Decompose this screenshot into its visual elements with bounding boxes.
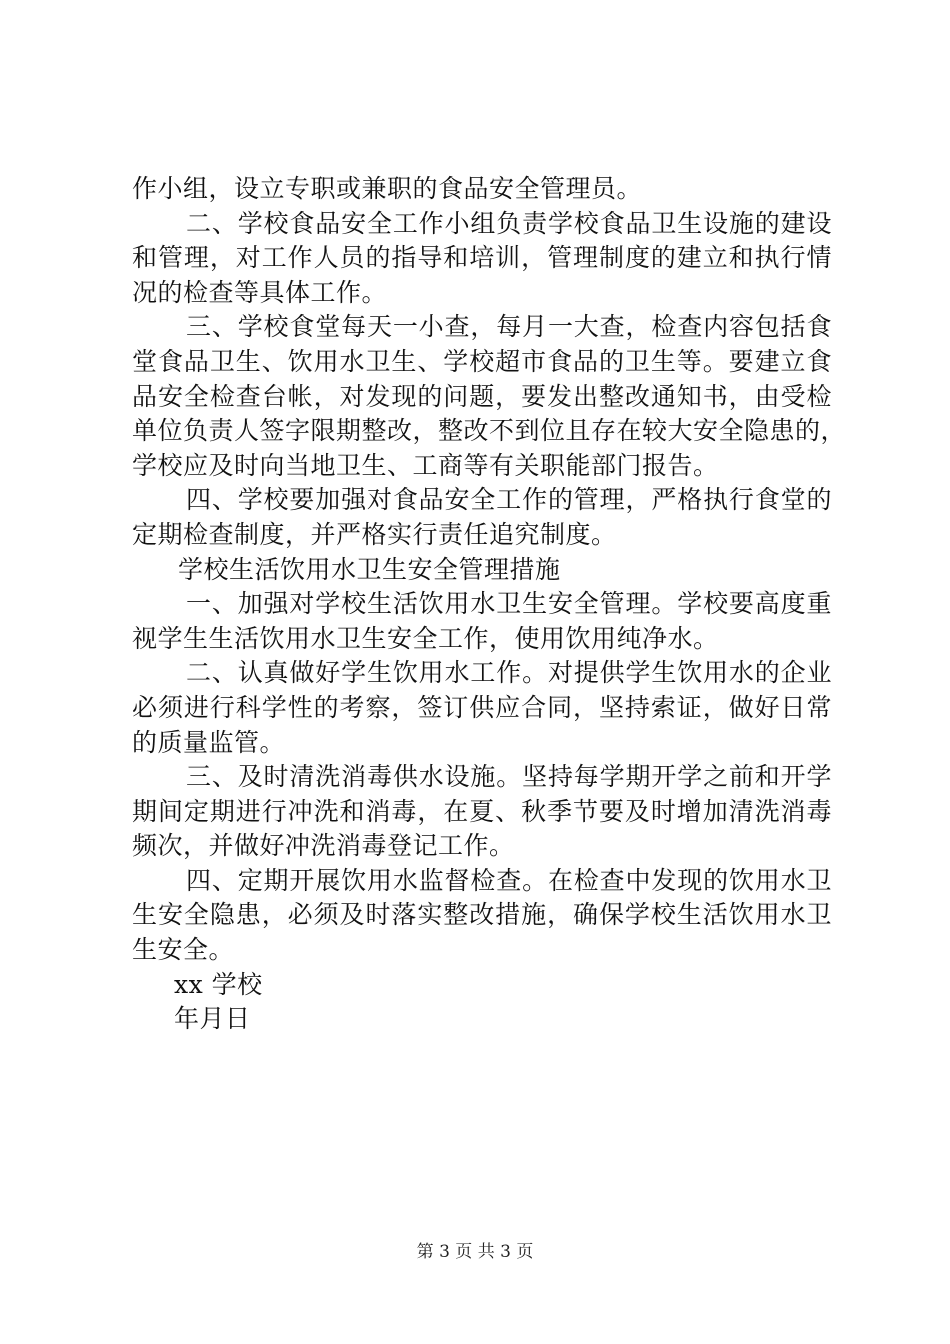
paragraph-line: 一、加强对学校生活饮用水卫生安全管理。学校要高度重 [186,589,832,619]
paragraph-line: 期间定期进行冲洗和消毒，在夏、秋季节要及时增加清洗消毒 [132,796,832,826]
paragraph-line: 频次，并做好冲洗消毒登记工作。 [132,831,515,861]
paragraph-line: 堂食品卫生、饮用水卫生、学校超市食品的卫生等。要建立食 [132,346,832,376]
paragraph-line: 生安全隐患，必须及时落实整改措施，确保学校生活饮用水卫 [132,900,832,930]
paragraph-line: 二、学校食品安全工作小组负责学校食品卫生设施的建设 [186,208,832,238]
paragraph-line: 三、学校食堂每天一小查，每月一大查，检查内容包括食 [186,312,832,342]
section-heading: 学校生活饮用水卫生安全管理措施 [178,554,561,584]
paragraph-line: 单位负责人签字限期整改，整改不到位且存在较大安全隐患的， [132,416,847,446]
paragraph-line: 四、学校要加强对食品安全工作的管理，严格执行食堂的 [186,485,832,515]
paragraph-line: 况的检查等具体工作。 [132,277,388,307]
signature-school: xx 学校 [174,969,263,999]
paragraph-line: 和管理，对工作人员的指导和培训，管理制度的建立和执行情 [132,243,832,273]
paragraph-line: 定期检查制度，并严格实行责任追究制度。 [132,519,617,549]
paragraph-line: 作小组，设立专职或兼职的食品安全管理员。 [132,174,643,203]
signature-date: 年月日 [174,1004,251,1034]
paragraph-line: 三、及时清洗消毒供水设施。坚持每学期开学之前和开学 [186,762,832,792]
paragraph-line: 四、定期开展饮用水监督检查。在检查中发现的饮用水卫 [186,865,832,895]
paragraph-line: 生安全。 [132,935,235,965]
page-footer: 第 3 页 共 3 页 [416,1242,534,1262]
paragraph-line: 二、认真做好学生饮用水工作。对提供学生饮用水的企业 [186,658,832,688]
paragraph-line: 必须进行科学性的考察，签订供应合同，坚持索证，做好日常 [132,692,832,722]
paragraph-line: 品安全检查台帐，对发现的问题，要发出整改通知书，由受检 [132,381,832,411]
paragraph-line: 视学生生活饮用水卫生安全工作，使用饮用纯净水。 [132,623,719,653]
document-body [132,172,847,1037]
paragraph-line: 学校应及时向当地卫生、工商等有关职能部门报告。 [132,450,719,480]
paragraph-line: 的质量监管。 [132,727,286,757]
